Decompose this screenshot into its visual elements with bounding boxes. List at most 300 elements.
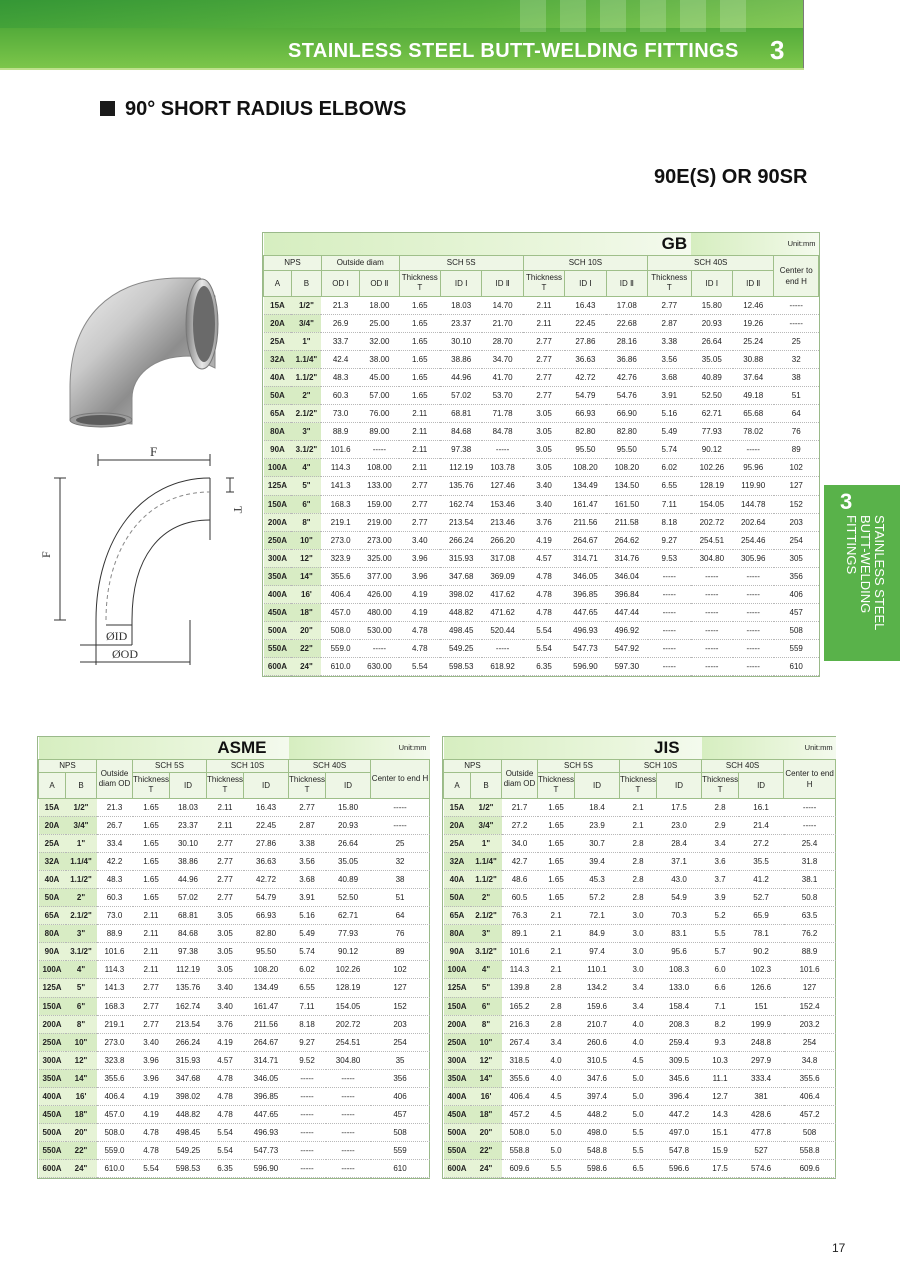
jis-cell: 3.6 (702, 852, 739, 870)
gb-cell: 102 (774, 459, 819, 477)
gb-cell: 101.6 (321, 441, 359, 459)
gb-cell: 5.49 (648, 423, 692, 441)
gb-cell: 2.11 (399, 459, 440, 477)
jis-cell: 34.8 (784, 1051, 836, 1069)
gb-cell: 34.70 (482, 350, 523, 368)
asme-table-row (39, 852, 430, 870)
jis-table-row (444, 1106, 836, 1124)
gb-cell: 84.68 (440, 423, 481, 441)
asme-cell: 23.37 (170, 816, 207, 834)
asme-h-outside: Outside diam OD (97, 759, 133, 798)
gb-cell: 50A (264, 386, 292, 404)
gb-cell: 71.78 (482, 405, 523, 423)
jis-cell: 4.5 (538, 1106, 575, 1124)
jis-cell: 574.6 (739, 1160, 784, 1178)
asme-cell: 15A (39, 798, 66, 816)
jis-cell: 2.1 (538, 943, 575, 961)
jis-cell: 31.8 (784, 852, 836, 870)
gb-cell: 26.64 (691, 332, 732, 350)
jis-cell: 76.3 (502, 907, 538, 925)
asme-cell: 20" (66, 1124, 97, 1142)
gb-table-row (264, 350, 819, 368)
jis-cell: 547.8 (657, 1142, 702, 1160)
gb-cell: 28.70 (482, 332, 523, 350)
asme-cell: 347.68 (170, 1069, 207, 1087)
gb-cell: 3.76 (523, 513, 564, 531)
gb-table-row (264, 386, 819, 404)
jis-cell: 21.4 (739, 816, 784, 834)
gb-cell: 598.53 (440, 658, 481, 676)
jis-cell: 203.2 (784, 1015, 836, 1033)
asme-cell: 4" (66, 961, 97, 979)
gb-cell: 496.93 (565, 622, 606, 640)
jis-cell: 5.5 (702, 925, 739, 943)
jis-cell: 609.6 (502, 1160, 538, 1178)
asme-cell: ----- (326, 1106, 371, 1124)
gb-cell: 369.09 (482, 567, 523, 585)
asme-cell: 2.11 (133, 925, 170, 943)
gb-cell: 457.0 (321, 604, 359, 622)
jis-cell: 65.9 (739, 907, 784, 925)
jis-cell: 558.8 (502, 1142, 538, 1160)
gb-cell: 25.00 (360, 314, 399, 332)
gb-table-row (264, 405, 819, 423)
gb-cell: 6.55 (648, 477, 692, 495)
asme-table-row (39, 1124, 430, 1142)
gb-table-row (264, 567, 819, 585)
gb-cell: 4.19 (399, 604, 440, 622)
side-tab-line2: BUTT-WELDING (858, 515, 873, 614)
chapter-number: 3 (770, 35, 785, 65)
asme-cell: 211.56 (244, 1015, 289, 1033)
asme-cell: 598.53 (170, 1160, 207, 1178)
asme-table-row (39, 925, 430, 943)
jis-table-row (444, 1033, 836, 1051)
asme-cell: 448.82 (170, 1106, 207, 1124)
asme-cell: 5.74 (289, 943, 326, 961)
side-tab-line1: STAINLESS STEEL (872, 515, 887, 631)
gb-cell: 498.45 (440, 622, 481, 640)
gb-cell: 36.63 (565, 350, 606, 368)
asme-cell: 4.19 (133, 1088, 170, 1106)
jis-cell: 1" (471, 834, 502, 852)
jis-cell: 15A (444, 798, 471, 816)
asme-cell: 273.0 (97, 1033, 133, 1051)
jis-table-row (444, 1088, 836, 1106)
gb-cell: 266.24 (440, 531, 481, 549)
gb-cell: 2.77 (523, 368, 564, 386)
jis-table-row (444, 1160, 836, 1178)
asme-cell: 162.74 (170, 997, 207, 1015)
gb-cell: 2.77 (399, 513, 440, 531)
banner-tile (720, 0, 746, 32)
gb-cell: 95.50 (565, 441, 606, 459)
asme-cell: 6.02 (289, 961, 326, 979)
gb-cell: 7.11 (648, 495, 692, 513)
asme-cell: 5.49 (289, 925, 326, 943)
jis-cell: 350A (444, 1069, 471, 1087)
jis-h-thk10: Thickness T (620, 772, 657, 798)
asme-cell: 18" (66, 1106, 97, 1124)
gb-cell: ----- (360, 640, 399, 658)
gb-cell: 3.05 (523, 441, 564, 459)
gb-cell: 3.91 (648, 386, 692, 404)
jis-table-row (444, 852, 836, 870)
asme-cell: 610.0 (97, 1160, 133, 1178)
jis-table (442, 736, 836, 1179)
gb-cell: 400A (264, 586, 292, 604)
jis-table-row (444, 907, 836, 925)
jis-cell: 550A (444, 1142, 471, 1160)
jis-cell: 16.1 (739, 798, 784, 816)
gb-table-row (264, 640, 819, 658)
jis-cell: 2.8 (620, 888, 657, 906)
gb-cell: 82.80 (606, 423, 647, 441)
asme-cell: 2.77 (207, 870, 244, 888)
asme-cell: 32 (371, 852, 430, 870)
asme-table-row (39, 907, 430, 925)
gb-cell: 90A (264, 441, 292, 459)
gb-h-a: A (264, 270, 292, 296)
gb-h-b: B (291, 270, 321, 296)
gb-cell: 89 (774, 441, 819, 459)
asme-cell: 35 (371, 1051, 430, 1069)
jis-cell: 300A (444, 1051, 471, 1069)
asme-cell: 33.4 (97, 834, 133, 852)
gb-cell: 3.96 (399, 567, 440, 585)
asme-table (37, 736, 430, 1179)
jis-cell: 22" (471, 1142, 502, 1160)
gb-cell: 597.30 (606, 658, 647, 676)
jis-cell: 37.1 (657, 852, 702, 870)
gb-cell: 398.02 (440, 586, 481, 604)
jis-cell: 18.4 (575, 798, 620, 816)
gb-cell: 471.62 (482, 604, 523, 622)
gb-cell: 3" (291, 423, 321, 441)
gb-cell: 314.76 (606, 549, 647, 567)
jis-cell: 57.2 (575, 888, 620, 906)
asme-cell: 219.1 (97, 1015, 133, 1033)
gb-cell: ----- (774, 296, 819, 314)
gb-cell: 350A (264, 567, 292, 585)
jis-cell: 200A (444, 1015, 471, 1033)
gb-cell: 5.54 (523, 622, 564, 640)
gb-cell: 2.77 (523, 332, 564, 350)
gb-cell: 559.0 (321, 640, 359, 658)
jis-cell: 498.0 (575, 1124, 620, 1142)
asme-cell: 1.65 (133, 798, 170, 816)
asme-cell: 450A (39, 1106, 66, 1124)
asme-table-row (39, 798, 430, 816)
jis-cell: 102.3 (739, 961, 784, 979)
gb-table-row (264, 586, 819, 604)
gb-cell: 65.68 (733, 405, 774, 423)
jis-table-row (444, 943, 836, 961)
asme-cell: 89 (371, 943, 430, 961)
section-title (100, 98, 406, 121)
gb-cell: 559 (774, 640, 819, 658)
gb-cell: 3.1/2" (291, 441, 321, 459)
jis-cell: 4.0 (538, 1069, 575, 1087)
jis-cell: 5.0 (620, 1069, 657, 1087)
gb-h-od2: OD Ⅱ (360, 270, 399, 296)
asme-cell: 1.65 (133, 888, 170, 906)
gb-cell: 448.82 (440, 604, 481, 622)
gb-table-row (264, 549, 819, 567)
gb-cell: 38.86 (440, 350, 481, 368)
gb-cell: 108.20 (565, 459, 606, 477)
gb-cell: 16' (291, 586, 321, 604)
asme-cell: 21.3 (97, 798, 133, 816)
asme-cell: 20A (39, 816, 66, 834)
gb-cell: 45.00 (360, 368, 399, 386)
gb-cell: 22.45 (565, 314, 606, 332)
jis-h-sch40: SCH 40S (702, 759, 784, 772)
gb-cell: 89.00 (360, 423, 399, 441)
asme-cell: 42.72 (244, 870, 289, 888)
asme-table-row (39, 979, 430, 997)
jis-cell: 457.2 (502, 1106, 538, 1124)
asme-h-sch10: SCH 10S (207, 759, 289, 772)
asme-cell: 90A (39, 943, 66, 961)
jis-cell: 24" (471, 1160, 502, 1178)
asme-cell: 32A (39, 852, 66, 870)
jis-cell: 2.8 (620, 834, 657, 852)
asme-cell: 4.19 (133, 1106, 170, 1124)
gb-cell: ----- (691, 604, 732, 622)
gb-cell: 62.71 (691, 405, 732, 423)
label-od: ØOD (112, 647, 138, 661)
asme-cell: 406 (371, 1088, 430, 1106)
asme-cell: 600A (39, 1160, 66, 1178)
gb-table-row (264, 531, 819, 549)
jis-cell: 21.7 (502, 798, 538, 816)
gb-cell: 355.6 (321, 567, 359, 585)
asme-cell: 16' (66, 1088, 97, 1106)
jis-cell: 216.3 (502, 1015, 538, 1033)
jis-cell: 1.65 (538, 870, 575, 888)
gb-cell: 5.16 (648, 405, 692, 423)
gb-cell: ----- (691, 640, 732, 658)
gb-table-row (264, 423, 819, 441)
asme-cell: ----- (326, 1088, 371, 1106)
asme-h-thk5: Thickness T (133, 772, 170, 798)
gb-cell: 35.05 (691, 350, 732, 368)
asme-cell: 26.7 (97, 816, 133, 834)
gb-table (262, 232, 820, 677)
gb-cell: 4.78 (399, 622, 440, 640)
gb-cell: ----- (482, 640, 523, 658)
asme-cell: 3.38 (289, 834, 326, 852)
gb-cell: 134.49 (565, 477, 606, 495)
asme-cell: 25A (39, 834, 66, 852)
elbow-photo (40, 238, 240, 428)
asme-cell: 346.05 (244, 1069, 289, 1087)
jis-cell: 16' (471, 1088, 502, 1106)
asme-cell: 406.4 (97, 1088, 133, 1106)
jis-cell: 428.6 (739, 1106, 784, 1124)
asme-cell: 5" (66, 979, 97, 997)
asme-cell: 304.80 (326, 1051, 371, 1069)
gb-cell: 5.54 (399, 658, 440, 676)
asme-table-row (39, 1160, 430, 1178)
jis-cell: 2.8 (538, 1015, 575, 1033)
gb-cell: 25 (774, 332, 819, 350)
asme-cell: 9.52 (289, 1051, 326, 1069)
asme-cell: 3.56 (289, 852, 326, 870)
gb-h-sch5: SCH 5S (399, 255, 523, 270)
asme-cell: 1.65 (133, 870, 170, 888)
gb-cell: 377.00 (360, 567, 399, 585)
gb-cell: 125A (264, 477, 292, 495)
asme-cell: 4.19 (207, 1033, 244, 1051)
jis-table-row (444, 870, 836, 888)
asme-h-sch40: SCH 40S (289, 759, 371, 772)
banner-tile (600, 0, 626, 32)
gb-cell: 618.92 (482, 658, 523, 676)
gb-cell: 9.53 (648, 549, 692, 567)
jis-h-id5: ID (575, 772, 620, 798)
asme-cell: 5.16 (289, 907, 326, 925)
gb-h-thk5: Thickness T (399, 270, 440, 296)
asme-cell: 8.18 (289, 1015, 326, 1033)
asme-h-id10: ID (244, 772, 289, 798)
gb-cell: ----- (774, 314, 819, 332)
jis-cell: 52.7 (739, 888, 784, 906)
side-chapter-tab (824, 485, 900, 661)
gb-h-thk40: Thickness T (648, 270, 692, 296)
gb-cell: 480.00 (360, 604, 399, 622)
gb-cell: 54.79 (565, 386, 606, 404)
gb-cell: 426.00 (360, 586, 399, 604)
asme-h-id40: ID (326, 772, 371, 798)
jis-cell: 5.2 (702, 907, 739, 925)
jis-cell: 1/2" (471, 798, 502, 816)
jis-cell: 355.6 (502, 1069, 538, 1087)
asme-cell: 3" (66, 925, 97, 943)
asme-cell: 9.27 (289, 1033, 326, 1051)
gb-cell: 1.65 (399, 368, 440, 386)
gb-cell: 57.02 (440, 386, 481, 404)
gb-cell: 2.77 (523, 350, 564, 368)
gb-cell: 1.65 (399, 350, 440, 368)
asme-cell: 12" (66, 1051, 97, 1069)
gb-cell: 133.00 (360, 477, 399, 495)
asme-cell: 40A (39, 870, 66, 888)
jis-cell: 199.9 (739, 1015, 784, 1033)
gb-cell: 112.19 (440, 459, 481, 477)
jis-cell: 84.9 (575, 925, 620, 943)
banner-tile (560, 0, 586, 32)
gb-h-sch10: SCH 10S (523, 255, 647, 270)
gb-cell: 24" (291, 658, 321, 676)
asme-cell: 44.96 (170, 870, 207, 888)
jis-cell: 20" (471, 1124, 502, 1142)
gb-cell: 23.37 (440, 314, 481, 332)
asme-cell: 84.68 (170, 925, 207, 943)
asme-cell: 1.1/4" (66, 852, 97, 870)
jis-cell: 95.6 (657, 943, 702, 961)
asme-table-row (39, 1142, 430, 1160)
jis-cell: 23.9 (575, 816, 620, 834)
gb-cell: ----- (733, 658, 774, 676)
gb-cell: 22.68 (606, 314, 647, 332)
gb-cell: 53.70 (482, 386, 523, 404)
jis-cell: 5.5 (620, 1124, 657, 1142)
gb-cell: 273.0 (321, 531, 359, 549)
asme-cell: 549.25 (170, 1142, 207, 1160)
jis-cell: 3" (471, 925, 502, 943)
asme-table-row (39, 834, 430, 852)
gb-cell: 32A (264, 350, 292, 368)
jis-cell: 508 (784, 1124, 836, 1142)
asme-cell: 315.93 (170, 1051, 207, 1069)
asme-cell: 60.3 (97, 888, 133, 906)
asme-cell: 10" (66, 1033, 97, 1051)
gb-cell: 550A (264, 640, 292, 658)
asme-cell: 3.05 (207, 961, 244, 979)
gb-cell: 10" (291, 531, 321, 549)
asme-table-row (39, 943, 430, 961)
jis-cell: 40A (444, 870, 471, 888)
gb-h-id1-10: ID Ⅰ (565, 270, 606, 296)
asme-cell: 396.85 (244, 1088, 289, 1106)
asme-cell: 3.40 (133, 1033, 170, 1051)
gb-cell: 508.0 (321, 622, 359, 640)
asme-cell: 3.96 (133, 1051, 170, 1069)
gb-cell: 1.65 (399, 314, 440, 332)
asme-cell: 3.96 (133, 1069, 170, 1087)
gb-cell: ----- (648, 658, 692, 676)
gb-cell: 3.05 (523, 423, 564, 441)
jis-cell: 78.1 (739, 925, 784, 943)
asme-cell: 203 (371, 1015, 430, 1033)
jis-h-center: Center to end H (784, 759, 836, 798)
gb-cell: 3.56 (648, 350, 692, 368)
gb-table-row (264, 459, 819, 477)
jis-cell: 3.0 (620, 943, 657, 961)
gb-cell: 78.02 (733, 423, 774, 441)
jis-cell: 250A (444, 1033, 471, 1051)
jis-table-row (444, 816, 836, 834)
asme-cell: 2.77 (207, 852, 244, 870)
asme-cell: ----- (371, 798, 430, 816)
gb-cell: 3.38 (648, 332, 692, 350)
gb-cell: 508 (774, 622, 819, 640)
jis-cell: 3.4 (620, 997, 657, 1015)
gb-cell: 52.50 (691, 386, 732, 404)
jis-h-a: A (444, 772, 471, 798)
asme-cell: 54.79 (244, 888, 289, 906)
jis-cell: 297.9 (739, 1051, 784, 1069)
jis-unit: Unit:mm (702, 737, 836, 759)
gb-cell: 15.80 (691, 296, 732, 314)
asme-cell: 3.40 (207, 997, 244, 1015)
asme-cell: 1/2" (66, 798, 97, 816)
jis-cell: 347.6 (575, 1069, 620, 1087)
asme-h-a: A (39, 772, 66, 798)
gb-cell: 27.86 (565, 332, 606, 350)
gb-cell: 347.68 (440, 567, 481, 585)
asme-cell: 108.20 (244, 961, 289, 979)
asme-cell: 1.65 (133, 852, 170, 870)
gb-cell: 406 (774, 586, 819, 604)
asme-h-thk40: Thickness T (289, 772, 326, 798)
asme-cell: 400A (39, 1088, 66, 1106)
asme-cell: 213.54 (170, 1015, 207, 1033)
side-tab-line3: FITTINGS (844, 515, 859, 575)
asme-table-row (39, 1015, 430, 1033)
